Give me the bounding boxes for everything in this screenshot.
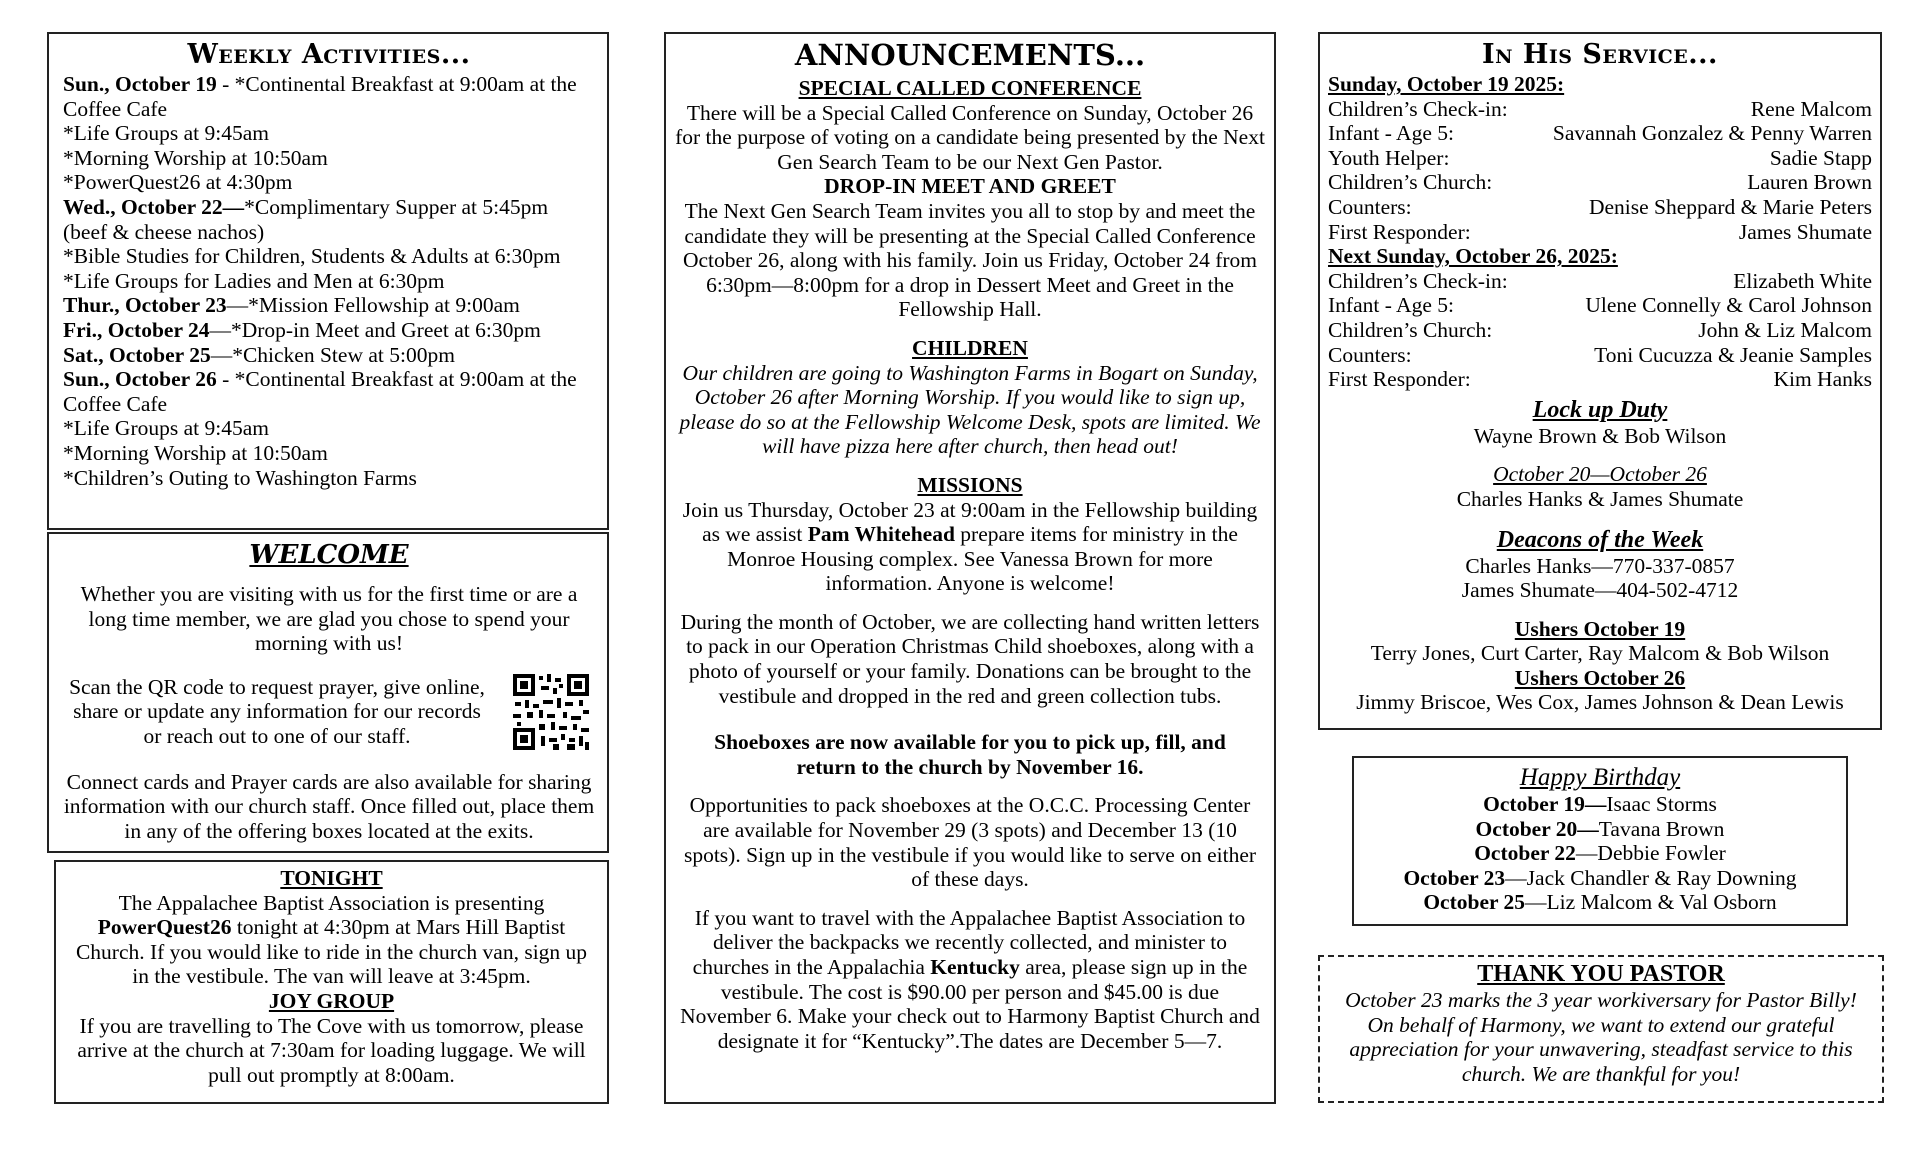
service-name: Ulene Connelly & Carol Johnson (1585, 293, 1872, 318)
in-his-service-title: In His Service... (1482, 39, 1718, 70)
service-name: Denise Sheppard & Marie Peters (1588, 194, 1872, 219)
announcements-title: ANNOUNCEMENTS... (794, 38, 1146, 72)
service-name: Rene Malcom (1750, 96, 1872, 121)
deacons-title: Deacons of the Week (1496, 526, 1704, 553)
travel-text: If you want to travel with the Appalachee Baptist Association to deliver the backpacks we recently collected, and minister to churches in the Appalachia Kentucky area, please sign up in the vestibule. The cost is $90.00 per person and $45.00 is due November 6. Make your check out to Harmony Baptist Church and designate it for “Kentucky”.The dates are December 5—7. (680, 905, 1260, 1053)
weekly-activity-line: Sun., October 19 - *Continental Breakfast at 9:00am at the Coffee Cafe (63, 72, 577, 121)
weekly-activity-line: *Morning Worship at 10:50am (63, 440, 328, 465)
week2-schedule (1328, 269, 1872, 392)
weekly-activity-line: *Life Groups at 9:45am (63, 416, 269, 441)
service-row (1328, 269, 1872, 294)
service-role: Children’s Check-in: (1328, 268, 1508, 293)
birthday-item: October 23—Jack Chandler & Ray Downing (1403, 865, 1797, 890)
deacon-2: James Shumate—404-502-4712 (1461, 578, 1739, 603)
service-role: Children’s Church: (1328, 170, 1493, 195)
children-title: CHILDREN (912, 335, 1028, 360)
service-row (1328, 343, 1872, 368)
weekly-activity-line: *Life Groups at 9:45am (63, 121, 269, 146)
service-name: John & Liz Malcom (1698, 317, 1872, 342)
deacon-1: Charles Hanks—770-337-0857 (1465, 553, 1735, 578)
welcome-title: WELCOME (249, 540, 409, 570)
service-row (1328, 146, 1872, 171)
thank-you-text: October 23 marks the 3 year workiversary for Pastor Billy! On behalf of Harmony, we want to extend our grateful appreciation for your unwavering, steadfast service to this church. We are thankful for you! (1345, 988, 1857, 1086)
drop-in-text: The Next Gen Search Team invites you all to stop by and meet the candidate they will be presenting at the Special Called Conference October 26, along with his family. Join us Friday, October 24 from 6:30pm—8:00pm for a drop in Dessert Meet and Greet in the Fellowship Hall. (682, 198, 1258, 322)
week1-schedule (1328, 97, 1872, 245)
weekly-activity-line: *Bible Studies for Children, Students & Adults at 6:30pm (63, 244, 561, 269)
drop-in-title: DROP-IN MEET AND GREET (824, 174, 1116, 199)
tonight-box (54, 860, 609, 1104)
weekly-activity-line: Wed., October 22—*Complimentary Supper at 5:45pm (beef & cheese nachos) (63, 194, 549, 244)
week2-title: Next Sunday, October 26, 2025: (1328, 244, 1618, 269)
service-role: First Responder: (1328, 367, 1471, 392)
service-role: Youth Helper: (1328, 145, 1450, 170)
special-conference-title: SPECIAL CALLED CONFERENCE (798, 76, 1142, 100)
service-name: Kim Hanks (1773, 367, 1872, 392)
weekly-activity-line: *PowerQuest26 at 4:30pm (63, 170, 293, 195)
service-name: Elizabeth White (1733, 268, 1872, 293)
lockup-next-names: Charles Hanks & James Shumate (1456, 486, 1744, 511)
service-name: Savannah Gonzalez & Penny Warren (1552, 121, 1872, 146)
service-role: Infant - Age 5: (1328, 293, 1454, 318)
weekly-activities-box (47, 32, 609, 530)
weekly-activity-line: Sun., October 26 - *Continental Breakfast at 9:00am at the Coffee Cafe (63, 367, 577, 416)
ushers1-title: Ushers October 19 (1514, 616, 1686, 641)
tonight-text: The Appalachee Baptist Association is presenting PowerQuest26 tonight at 4:30pm at Mars Hill Baptist Church. If you would like to ride in the church van, sign up in the vestibule. The van will leave at 3:45pm. (75, 890, 588, 989)
birthday-title: Happy Birthday (1519, 764, 1681, 791)
weekly-activity-line: *Children’s Outing to Washington Farms (63, 465, 417, 490)
service-role: Children’s Church: (1328, 317, 1493, 342)
birthday-box (1352, 756, 1848, 926)
birthday-list (1360, 792, 1840, 915)
thank-you-title: THANK YOU PASTOR (1477, 961, 1725, 987)
service-role: Counters: (1328, 342, 1412, 367)
special-conference-text: There will be a Special Called Conference on Sunday, October 26 for the purpose of voting on a candidate being presented by the Next Gen Search Team to be our Next Gen Pastor. (675, 100, 1265, 174)
service-name: Lauren Brown (1747, 170, 1872, 195)
tonight-title: TONIGHT (280, 866, 383, 890)
letters-text: During the month of October, we are collecting hand written letters to pack in our Operation Christmas Child shoeboxes, along with a photo of yourself or your family. Donations can be brought to the vestibule and dropped in the red and green collection tubs. (680, 609, 1260, 708)
service-row (1328, 293, 1872, 318)
service-name: Toni Cucuzza & Jeanie Samples (1594, 342, 1872, 367)
service-role: Infant - Age 5: (1328, 121, 1454, 146)
service-row (1328, 121, 1872, 146)
service-role: Children’s Check-in: (1328, 96, 1508, 121)
joy-group-text: If you are travelling to The Cove with us tomorrow, please arrive at the church at 7:30am for loading luggage. We will pull out promptly at 8:00am. (77, 1013, 586, 1087)
ushers1-names: Terry Jones, Curt Carter, Ray Malcom & Bob Wilson (1370, 641, 1830, 666)
birthday-item: October 25—Liz Malcom & Val Osborn (1423, 890, 1777, 915)
weekly-activities-title: Weekly Activities... (187, 39, 471, 70)
children-text: Our children are going to Washington Farms in Bogart on Sunday, October 26 after Morning Worship. If you would like to sign up, please do so at the Fellowship Welcome Desk, spots are limited. We will have pizza here after church, then head out! (679, 360, 1261, 459)
weekly-activity-line: Thur., October 23—*Mission Fellowship at 9:00am (63, 293, 520, 318)
welcome-box (47, 532, 609, 853)
welcome-paragraph: Whether you are visiting with us for the first time or are a long time member, we are glad you chose to spend your morning with us! (80, 582, 578, 656)
announcements-box (664, 32, 1276, 1104)
week1-title: Sunday, October 19 2025: (1328, 72, 1565, 96)
weekly-activity-line: Sat., October 25—*Chicken Stew at 5:00pm (63, 342, 455, 367)
missions-title: MISSIONS (917, 472, 1023, 497)
qr-code-icon (513, 674, 589, 750)
birthday-item: October 19—Isaac Storms (1483, 792, 1717, 816)
lockup-title: Lock up Duty (1532, 396, 1668, 423)
lockup-names: Wayne Brown & Bob Wilson (1473, 423, 1727, 448)
lockup-next-dates: October 20—October 26 (1493, 462, 1707, 487)
thank-you-pastor-box (1318, 955, 1884, 1103)
birthday-item: October 22—Debbie Fowler (1474, 841, 1726, 866)
missions-text: Join us Thursday, October 23 at 9:00am in the Fellowship building as we assist Pam Whitehead prepare items for ministry in the Monroe Housing complex. See Vanessa Brown for more information. Anyone is welcome! (682, 497, 1258, 596)
connect-cards-paragraph: Connect cards and Prayer cards are also available for sharing information with our church staff. Once filled out, place them in any of the offering boxes located at the exits. (63, 769, 595, 843)
service-role: First Responder: (1328, 219, 1471, 244)
service-row (1328, 170, 1872, 195)
service-name: James Shumate (1738, 219, 1872, 244)
occ-text: Opportunities to pack shoeboxes at the O.C.C. Processing Center are available for November 29 (3 spots) and December 13 (10 spots). Sign up in the vestibule if you would like to serve on either of these days. (683, 793, 1257, 892)
service-name: Sadie Stapp (1769, 145, 1872, 170)
service-row (1328, 367, 1872, 392)
weekly-activities-list (63, 72, 595, 490)
qr-code[interactable] (513, 674, 589, 750)
weekly-activity-line: Fri., October 24—*Drop-in Meet and Greet at 6:30pm (63, 317, 541, 342)
ushers2-names: Jimmy Briscoe, Wes Cox, James Johnson & Dean Lewis (1356, 690, 1844, 715)
ushers2-title: Ushers October 26 (1514, 665, 1686, 690)
service-row (1328, 318, 1872, 343)
service-row (1328, 97, 1872, 122)
joy-group-title: JOY GROUP (268, 988, 395, 1013)
weekly-activity-line: *Morning Worship at 10:50am (63, 145, 328, 170)
birthday-item: October 20—Tavana Brown (1475, 816, 1725, 841)
service-role: Counters: (1328, 194, 1412, 219)
shoebox-notice: Shoeboxes are now available for you to pick up, fill, and return to the church by November 16. (714, 730, 1226, 779)
weekly-activity-line: *Life Groups for Ladies and Men at 6:30pm (63, 268, 445, 293)
in-his-service-box (1318, 32, 1882, 730)
qr-instructions: Scan the QR code to request prayer, give online, share or update any information for our records or reach out to one of our staff. (69, 674, 485, 749)
service-row (1328, 220, 1872, 245)
service-row (1328, 195, 1872, 220)
